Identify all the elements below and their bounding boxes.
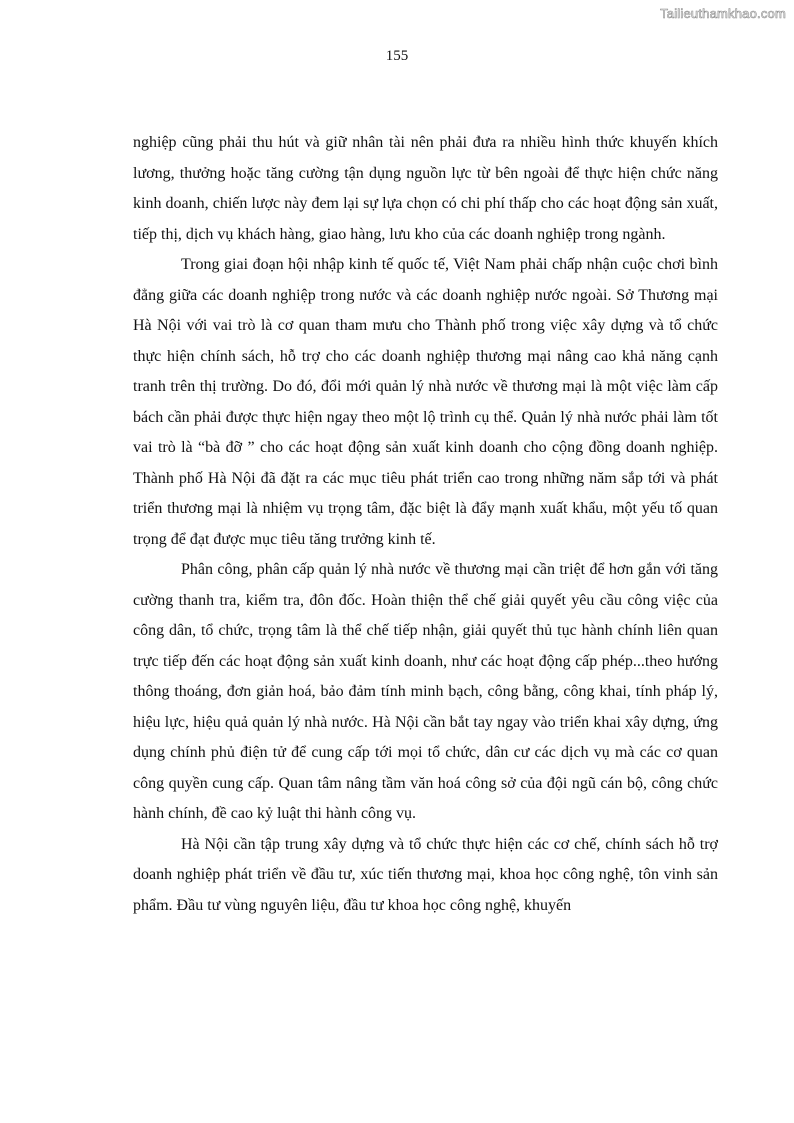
paragraph-continuation: nghiệp cũng phải thu hút và giữ nhân tài nên phải đưa ra nhiều hình thức khuyến khích lương, thưởng hoặc tăng cường tận dụng nguồn lực từ bên ngoài để thực hiện chức năng kinh doanh, chiến lược này đem lại sự lựa chọn có chi phí thấp cho các hoạt động sản xuất, tiếp thị, dịch vụ khách hàng, giao hàng, lưu kho của các doanh nghiệp trong ngành. [133, 134, 718, 243]
page-number: 155 [385, 48, 409, 64]
paragraph: Hà Nội cần tập trung xây dựng và tổ chức thực hiện các cơ chế, chính sách hỗ trợ doanh nghiệp phát triển về đầu tư, xúc tiến thương mại, khoa học công nghệ, tôn vinh sản phẩm. Đầu tư vùng nguyên liệu, đầu tư khoa học công nghệ, khuyến [133, 835, 718, 914]
paragraph: Phân công, phân cấp quản lý nhà nước về thương mại cần triệt để hơn gắn với tăng cường thanh tra, kiểm tra, đôn đốc. Hoàn thiện thể chế giải quyết yêu cầu công việc của công dân, tổ chức, trọng tâm là thể chế tiếp nhận, giải quyết thủ tục hành chính liên quan trực tiếp đến các hoạt động sản xuất kinh doanh, như các hoạt động cấp phép...theo hướng thông thoáng, đơn giản hoá, bảo đảm tính minh bạch, công bằng, công khai, tính pháp lý, hiệu lực, hiệu quả quản lý nhà nước. Hà Nội cần bắt tay ngay vào triển khai xây dựng, ứng dụng chính phủ điện tử để cung cấp tới mọi tổ chức, dân cư các dịch vụ mà các cơ quan công quyền cung cấp. Quan tâm nâng tầm văn hoá công sở của đội ngũ cán bộ, công chức hành chính, đề cao kỷ luật thi hành công vụ. [133, 561, 718, 822]
paragraph: Trong giai đoạn hội nhập kinh tế quốc tế, Việt Nam phải chấp nhận cuộc chơi bình đẳng giữa các doanh nghiệp trong nước và các doanh nghiệp nước ngoài. Sở Thương mại Hà Nội với vai trò là cơ quan tham mưu cho Thành phố trong việc xây dựng và tổ chức thực hiện chính sách, hỗ trợ cho các doanh nghiệp thương mại nâng cao khả năng cạnh tranh trên thị trường. Do đó, đổi mới quản lý nhà nước về thương mại là một việc làm cấp bách cần phải được thực hiện ngay theo một lộ trình cụ thể. Quản lý nhà nước phải làm tốt vai trò là “bà đỡ ” cho các hoạt động sản xuất kinh doanh cho cộng đồng doanh nghiệp. Thành phố Hà Nội đã đặt ra các mục tiêu phát triển cao trong những năm sắp tới và phát triển thương mại là nhiệm vụ trọng tâm, đặc biệt là đẩy mạnh xuất khẩu, một yếu tố quan trọng để đạt được mục tiêu tăng trưởng kinh tế. [133, 256, 718, 548]
document-body [133, 128, 718, 921]
watermark: Tailieuthamkhao.com [660, 6, 786, 21]
